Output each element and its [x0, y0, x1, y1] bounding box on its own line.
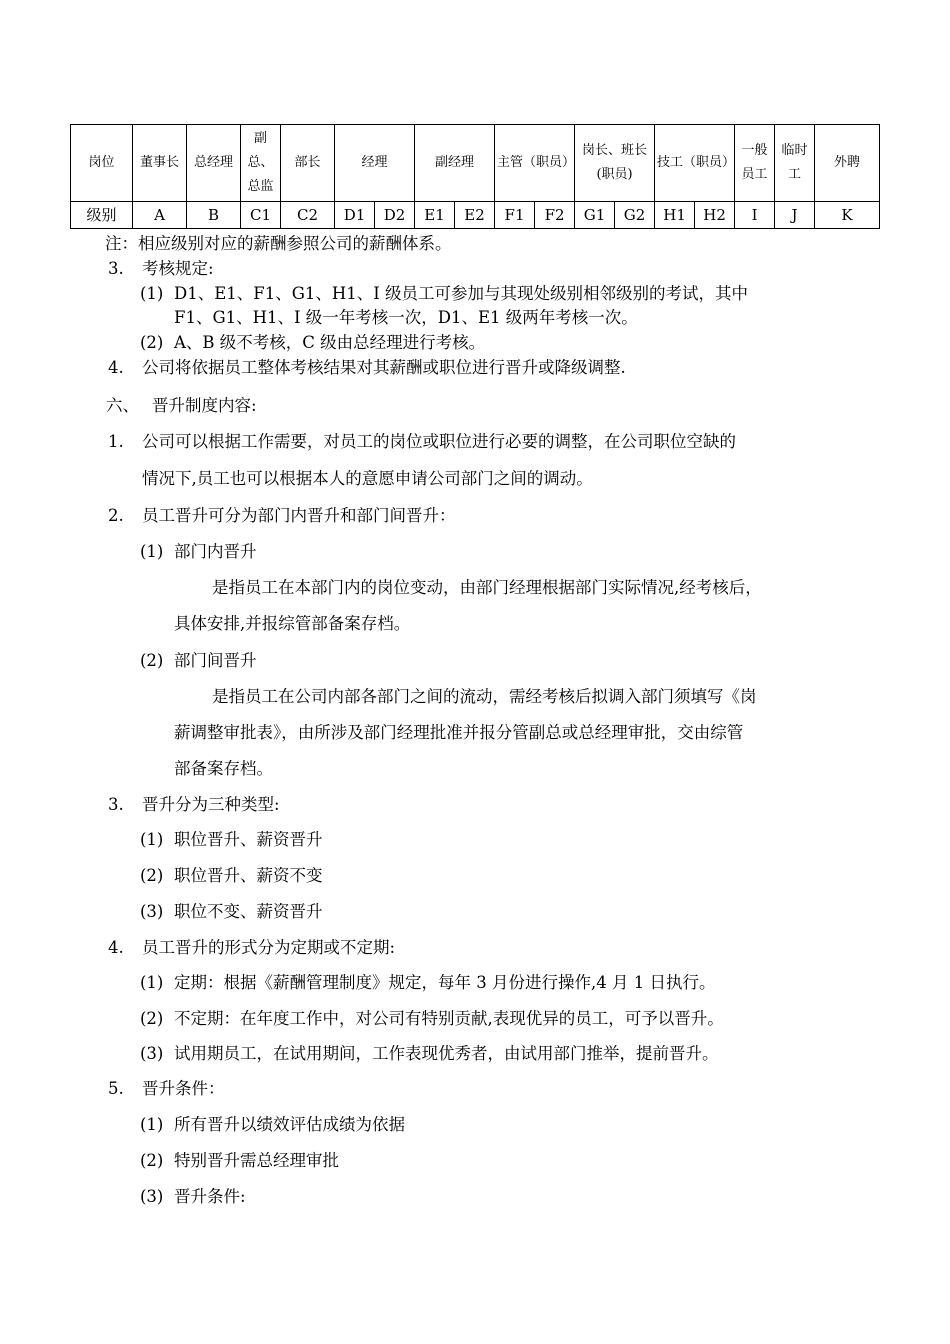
table-cell-level: H2	[695, 202, 735, 229]
table-cell-level: D1	[335, 202, 375, 229]
table-cell-position: 总经理	[187, 125, 241, 202]
item-3-1-number: (1)	[140, 284, 164, 303]
para-2-2-line3: 部备案存档。	[174, 759, 273, 778]
para-2-1-number: (1)	[140, 542, 164, 561]
table-cell-level: E1	[415, 202, 455, 229]
table-cell-level-label: 级别	[71, 202, 133, 229]
para-3-number: 3.	[108, 795, 124, 814]
table-cell-level: C1	[241, 202, 281, 229]
table-cell-position: 一般员工	[735, 125, 775, 202]
table-cell-position: 主管（职员）	[495, 125, 575, 202]
table-cell-position: 副总、总监	[241, 125, 281, 202]
table-cell-level: H1	[655, 202, 695, 229]
grade-table	[70, 124, 880, 229]
table-cell-level: F1	[495, 202, 535, 229]
para-3-1-text: 职位晋升、薪资晋升	[174, 830, 323, 849]
table-cell-position: 董事长	[133, 125, 187, 202]
table-note: 注：相应级别对应的薪酬参照公司的薪酬体系。	[105, 234, 452, 253]
para-5-number: 5.	[108, 1079, 124, 1098]
item-3-1-line2: F1、G1、H1、I 级一年考核一次，D1、E1 级两年考核一次。	[174, 308, 638, 327]
section-6-number: 六、	[106, 396, 139, 415]
para-1-line2: 情况下,员工也可以根据本人的意愿申请公司部门之间的调动。	[142, 469, 593, 488]
para-2-2-number: (2)	[140, 651, 164, 670]
table-cell-level: K	[815, 202, 880, 229]
table-row-levels	[71, 202, 880, 229]
item-3-2-number: (2)	[140, 333, 164, 352]
para-4-text: 员工晋升的形式分为定期或不定期:	[142, 938, 396, 957]
table-cell-row-label: 岗位	[71, 125, 133, 202]
para-3-2-number: (2)	[140, 866, 164, 885]
para-2-1-line2: 具体安排,并报综管部备案存档。	[174, 614, 411, 633]
table-cell-level: F2	[535, 202, 575, 229]
table-cell-position: 技工（职员）	[655, 125, 735, 202]
para-4-3-text: 试用期员工，在试用期间，工作表现优秀者，由试用部门推举，提前晋升。	[174, 1044, 719, 1063]
para-3-2-text: 职位晋升、薪资不变	[174, 866, 323, 885]
para-2-2-line2: 薪调整审批表》，由所涉及部门经理批准并报分管副总或总经理审批，交由综管	[174, 723, 744, 742]
table-row-positions	[71, 125, 880, 202]
table-cell-level: E2	[455, 202, 495, 229]
para-2-number: 2.	[108, 506, 124, 525]
item-3-2-text: A、B 级不考核，C 级由总经理进行考核。	[174, 333, 486, 352]
table-cell-level: I	[735, 202, 775, 229]
para-4-3-number: (3)	[140, 1044, 164, 1063]
table-cell-level: G2	[615, 202, 655, 229]
para-3-1-number: (1)	[140, 830, 164, 849]
para-5-2-number: (2)	[140, 1151, 164, 1170]
item-3-1-line1: D1、E1、F1、G1、H1、I 级员工可参加与其现处级别相邻级别的考试，其中	[174, 284, 749, 303]
para-5-1-text: 所有晋升以绩效评估成绩为依据	[174, 1115, 405, 1134]
para-5-1-number: (1)	[140, 1115, 164, 1134]
table-cell-position: 部长	[281, 125, 335, 202]
para-4-2-number: (2)	[140, 1009, 164, 1028]
table-cell-level: J	[775, 202, 815, 229]
item-4-text: 公司将依据员工整体考核结果对其薪酬或职位进行晋升或降级调整.	[142, 358, 626, 377]
para-5-text: 晋升条件：	[142, 1079, 225, 1098]
para-2-2-title: 部门间晋升	[174, 651, 257, 670]
para-1-number: 1.	[108, 432, 124, 451]
para-2-1-title: 部门内晋升	[174, 542, 257, 561]
para-5-2-text: 特别晋升需总经理审批	[174, 1151, 339, 1170]
table-cell-position: 经理	[335, 125, 415, 202]
table-cell-position: 临时工	[775, 125, 815, 202]
item-4-number: 4.	[108, 358, 124, 377]
para-3-3-number: (3)	[140, 902, 164, 921]
para-4-1-text: 定期：根据《薪酬管理制度》规定，每年 3 月份进行操作,4 月 1 日执行。	[174, 973, 716, 992]
para-2-1-line1: 是指员工在本部门内的岗位变动，由部门经理根据部门实际情况,经考核后，	[212, 578, 762, 597]
table-cell-level: C2	[281, 202, 335, 229]
para-4-2-text: 不定期：在年度工作中，对公司有特别贡献,表现优异的员工，可予以晋升。	[174, 1009, 724, 1028]
para-4-1-number: (1)	[140, 973, 164, 992]
table-cell-level: B	[187, 202, 241, 229]
para-2-2-line1: 是指员工在公司内部各部门之间的流动，需经考核后拟调入部门须填写《岗	[212, 687, 757, 706]
table-cell-position: 外聘	[815, 125, 880, 202]
para-5-3-text: 晋升条件:	[174, 1187, 246, 1206]
para-4-number: 4.	[108, 938, 124, 957]
para-3-3-text: 职位不变、薪资晋升	[174, 902, 323, 921]
table-cell-position: 副经理	[415, 125, 495, 202]
table-cell-level: A	[133, 202, 187, 229]
table-cell-level: G1	[575, 202, 615, 229]
table-cell-level: D2	[375, 202, 415, 229]
para-2-text: 员工晋升可分为部门内晋升和部门间晋升：	[142, 506, 456, 525]
para-3-text: 晋升分为三种类型:	[142, 795, 280, 814]
table-cell-position: 岗长、班长(职员)	[575, 125, 655, 202]
para-1-line1: 公司可以根据工作需要，对员工的岗位或职位进行必要的调整，在公司职位空缺的	[142, 432, 736, 451]
item-3-text: 考核规定:	[142, 259, 214, 278]
para-5-3-number: (3)	[140, 1187, 164, 1206]
item-3-number: 3.	[108, 259, 124, 278]
section-6-title: 晋升制度内容:	[152, 396, 257, 415]
